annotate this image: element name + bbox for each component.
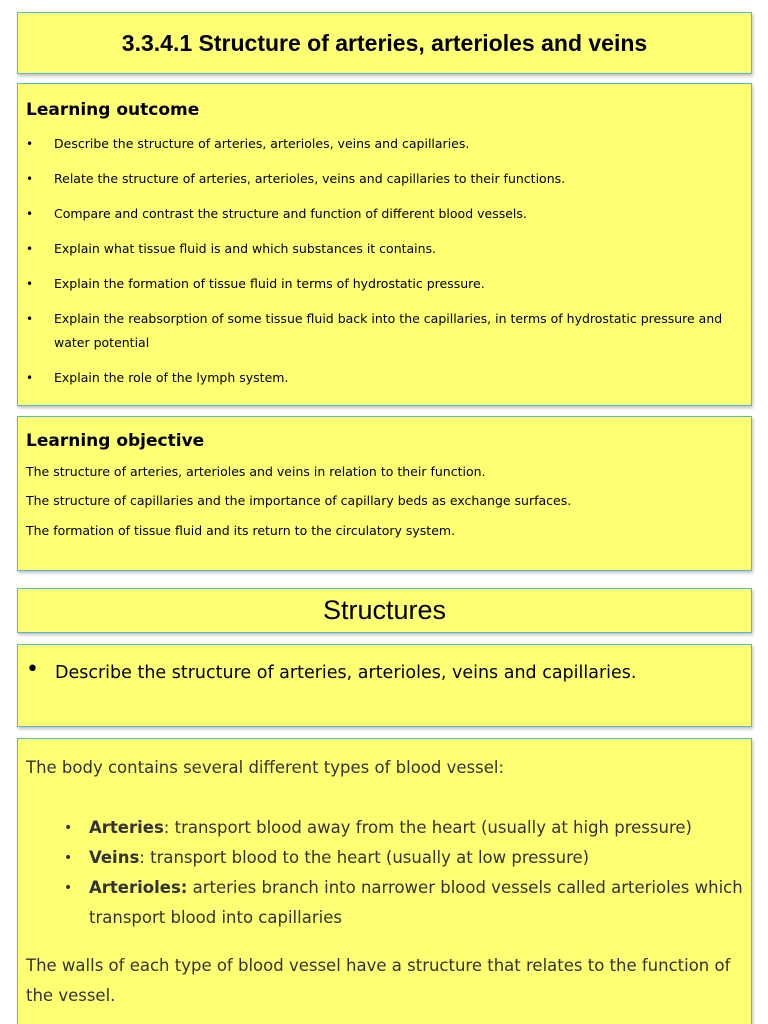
list-item	[26, 873, 743, 933]
bullet-icon: •	[26, 207, 34, 221]
learning-outcome-heading: Learning outcome	[26, 100, 200, 120]
intro-text: The body contains several different types of blood vessel:	[26, 758, 505, 777]
structures-panel	[17, 588, 752, 633]
vessel-description: transport blood to the heart (usually at low pressure)	[144, 848, 590, 867]
list-item: • Arteries: transport blood away from the heart (usually at high pressure)	[26, 813, 743, 843]
bullet-icon: •	[26, 371, 34, 385]
bullet-icon: •	[26, 657, 39, 682]
vessel-term: Veins	[89, 848, 140, 867]
objective-text: The structure of arteries, arterioles and veins in relation to their function.	[26, 464, 486, 479]
bullet-icon: •	[64, 820, 73, 836]
list-item: • Relate the structure of arteries, arterioles, veins and capillaries to their functions.	[26, 167, 743, 191]
learning-outcome-panel	[17, 83, 752, 406]
title-panel	[17, 12, 752, 74]
bullet-icon: •	[26, 242, 34, 256]
bullet-icon: •	[26, 137, 34, 151]
list-item: • Describe the structure of arteries, arterioles, veins and capillaries.	[26, 132, 743, 156]
bullet-icon: •	[26, 277, 34, 291]
list-item: • Compare and contrast the structure and function of different blood vessels.	[26, 202, 743, 226]
page-title: 3.3.4.1 Structure of arteries, arterioles and veins	[121, 29, 648, 56]
blood-vessel-panel	[17, 738, 752, 1024]
bullet-icon: •	[26, 172, 34, 186]
bullet-icon: •	[64, 880, 73, 896]
list-item: • Explain the reabsorption of some tissue fluid back into the capillaries, in terms of hydrostatic pressure and water potential	[26, 307, 743, 355]
vessel-term: Arteries	[89, 818, 164, 837]
vessel-description: transport blood away from the heart (usually at high pressure)	[169, 818, 692, 837]
vessel-description: arteries branch into narrower blood vessels called arterioles which transport blood into capillaries	[89, 878, 743, 927]
structures-heading: Structures	[322, 595, 447, 625]
list-item: • Explain the formation of tissue fluid in terms of hydrostatic pressure.	[26, 272, 743, 296]
vessel-term: Arterioles:	[89, 878, 188, 897]
learning-objective-heading: Learning objective	[26, 431, 205, 451]
vessel-list	[26, 813, 743, 933]
learning-objective-panel	[17, 416, 752, 571]
bullet-icon: •	[26, 312, 34, 326]
outro-text: The walls of each type of blood vessel have a structure that relates to the function of the vessel.	[26, 956, 731, 1005]
describe-item: • Describe the structure of arteries, arterioles, veins and capillaries.	[26, 657, 637, 683]
objective-text: The structure of capillaries and the importance of capillary beds as exchange surfaces.	[26, 493, 572, 508]
objective-text: The formation of tissue fluid and its return to the circulatory system.	[26, 523, 456, 538]
list-item: • Veins: transport blood to the heart (usually at low pressure)	[26, 843, 743, 873]
list-item: • Explain what tissue fluid is and which substances it contains.	[26, 237, 743, 261]
describe-panel	[17, 644, 752, 727]
list-item: • Explain the role of the lymph system.	[26, 366, 743, 390]
bullet-icon: •	[64, 850, 73, 866]
learning-outcome-list	[26, 132, 743, 390]
